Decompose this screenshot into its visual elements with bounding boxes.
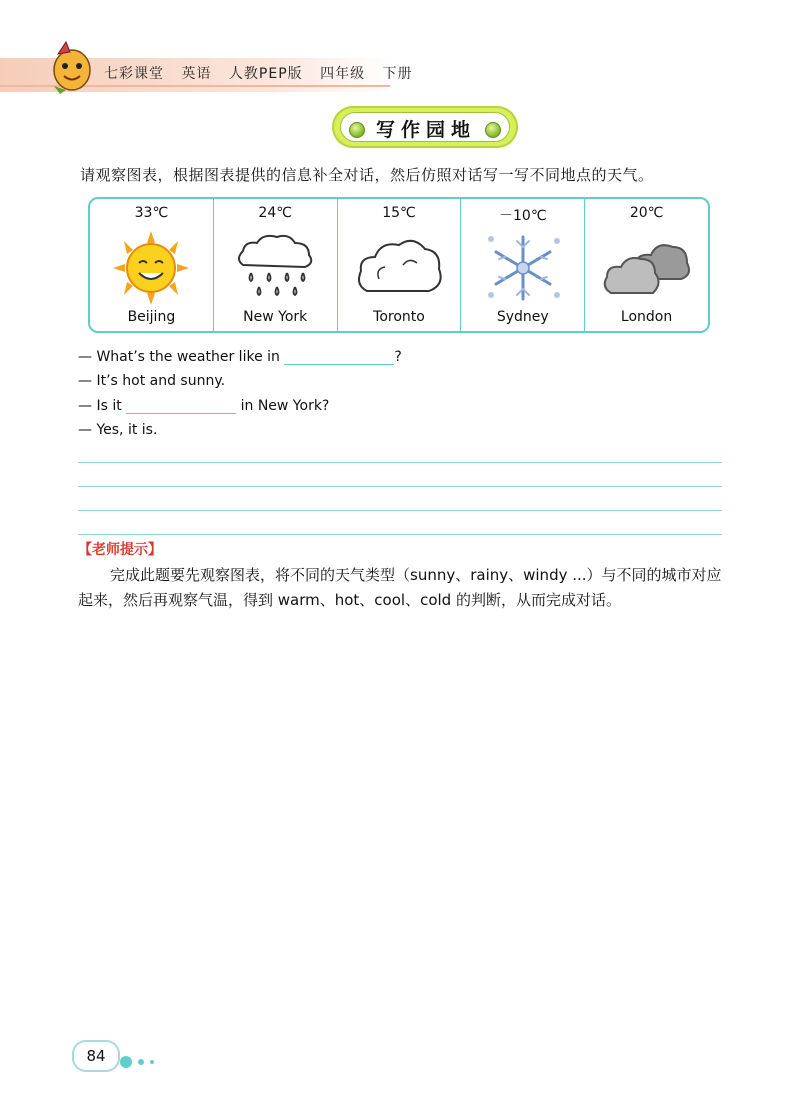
dark-cloud-icon <box>601 229 693 307</box>
writing-line[interactable] <box>78 486 722 487</box>
page-number: 84 <box>72 1040 120 1072</box>
snowflake-icon <box>477 229 569 307</box>
rain-icon <box>229 229 321 307</box>
page-dot-icon <box>120 1056 132 1068</box>
dialogue-text: — What’s the weather like in <box>78 349 280 365</box>
answer-blank-city[interactable] <box>284 350 394 365</box>
cloud-icon <box>353 229 445 307</box>
teacher-tip-body: 完成此题要先观察图表，将不同的天气类型（sunny、rainy、windy ...）与不同的城市对应起来，然后再观察气温，得到 warm、hot、cool、cold 的判断，从而完成对话。 <box>78 566 722 609</box>
weather-cell-london <box>585 199 708 331</box>
answer-blank-weather[interactable] <box>126 399 236 414</box>
weather-cell-new-york <box>214 199 338 331</box>
weather-city: London <box>620 309 673 325</box>
writing-line[interactable] <box>78 510 722 511</box>
header-subject: 英语 <box>181 66 212 82</box>
page-dot-icon <box>138 1059 144 1065</box>
weather-cell-sydney <box>461 199 585 331</box>
header-series: 七彩课堂 <box>104 66 164 82</box>
mascot-icon <box>44 38 100 94</box>
header-text <box>104 63 425 83</box>
sun-icon <box>105 229 197 307</box>
dialogue-line-1 <box>78 349 402 365</box>
dialogue-text: in New York? <box>240 398 330 414</box>
weather-temp: 33℃ <box>134 205 169 221</box>
header-edition: 人教PEP版 <box>228 66 303 82</box>
weather-cell-beijing <box>90 199 214 331</box>
weather-city: Beijing <box>127 309 176 325</box>
weather-table <box>88 197 710 333</box>
dialogue-line-2: — It’s hot and sunny. <box>78 373 226 389</box>
dialogue-text: — Is it <box>78 398 122 414</box>
section-title-inner <box>340 112 510 142</box>
section-title-badge <box>332 106 518 148</box>
dialogue-text: ? <box>394 349 402 365</box>
weather-city: Toronto <box>373 309 425 325</box>
header-grade: 四年级 <box>320 66 366 82</box>
weather-temp: 24℃ <box>258 205 292 221</box>
weather-temp: 15℃ <box>382 205 416 221</box>
weather-temp: 20℃ <box>629 205 664 221</box>
title-dot-icon <box>349 122 365 138</box>
page-dot-icon <box>150 1060 154 1064</box>
weather-temp: －10℃ <box>499 208 547 224</box>
instructions: 请观察图表，根据图表提供的信息补全对话，然后仿照对话写一写不同地点的天气。 <box>80 166 654 184</box>
header-volume: 下册 <box>382 66 413 82</box>
weather-city: New York <box>243 309 308 325</box>
section-title: 写作园地 <box>375 119 476 141</box>
dialogue-line-3 <box>78 398 329 414</box>
weather-city: Sydney <box>496 309 549 325</box>
writing-line[interactable] <box>78 462 722 463</box>
teacher-tip-title: 【老师提示】 <box>78 542 162 558</box>
dialogue-line-4: — Yes, it is. <box>78 422 158 438</box>
writing-line[interactable] <box>78 534 722 535</box>
weather-cell-toronto <box>338 199 462 331</box>
title-dot-icon <box>485 122 501 138</box>
